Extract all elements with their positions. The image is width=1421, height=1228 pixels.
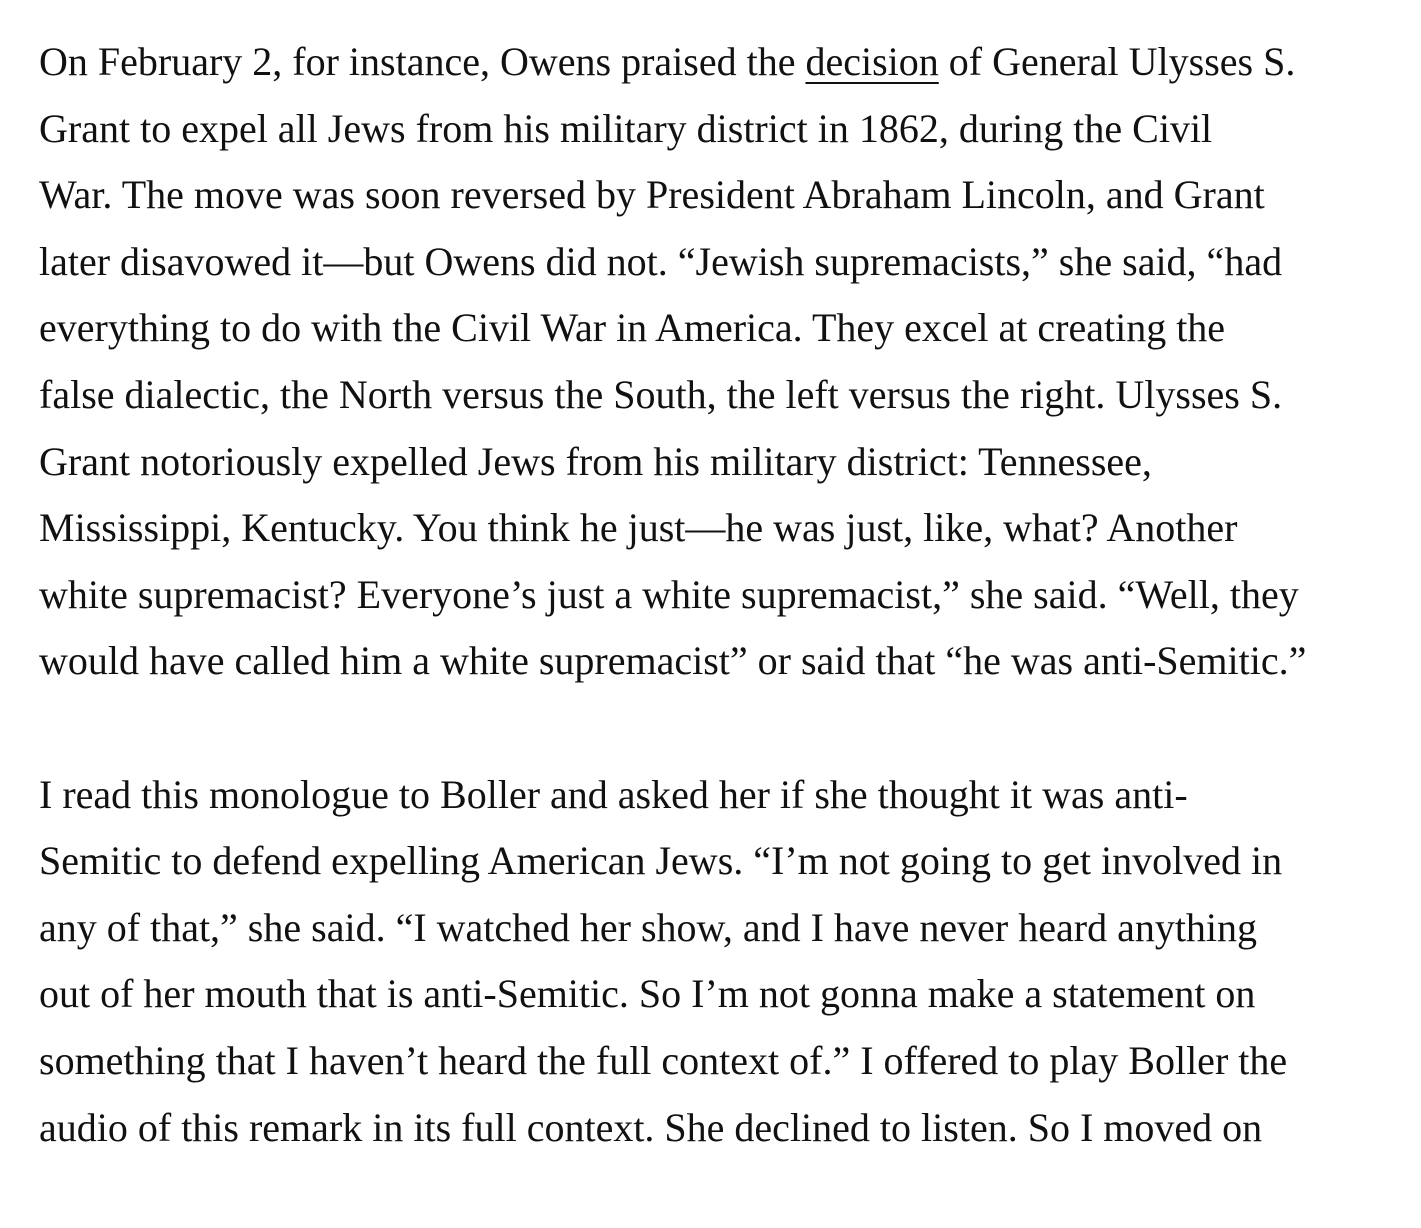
decision-link[interactable]: decision [805, 39, 939, 84]
paragraph-1-line-2: Grant to expel all Jews from his military district in 1862, during the Civil [39, 105, 1213, 151]
article-body [39, 29, 1399, 1228]
paragraph-1-line-10: would have called him a white supremacist” or said that “he was anti-Semitic.” [39, 638, 1307, 684]
paragraph-2-line-5: something that I haven’t heard the full context of.” I offered to play Boller the [39, 1037, 1288, 1083]
paragraph-1-line-9: white supremacist? Everyone’s just a white supremacist,” she said. “Well, they [39, 571, 1299, 617]
paragraph-1-line-7: Grant notoriously expelled Jews from his military district: Tennessee, [39, 438, 1152, 484]
paragraph-2-line-3: any of that,” she said. “I watched her show, and I have never heard anything [39, 904, 1258, 950]
paragraph-1-line-4: later disavowed it—but Owens did not. “Jewish supremacists,” she said, “had [39, 238, 1283, 284]
paragraph-2-line-6: audio of this remark in its full context. She declined to listen. So I moved on [39, 1104, 1263, 1150]
paragraph-1-line-8: Mississippi, Kentucky. You think he just—he was just, like, what? Another [39, 505, 1238, 551]
paragraph-2-line-4: out of her mouth that is anti-Semitic. So I’m not gonna make a statement on [39, 971, 1256, 1017]
line-1-after-link: of General Ulysses S. [938, 39, 1296, 84]
line-1-before-link: On February 2, for instance, Owens praised the [39, 39, 806, 84]
paragraph-1-line-1 [39, 29, 1399, 96]
paragraph-2-line-1: I read this monologue to Boller and asked her if she thought it was anti- [39, 771, 1188, 817]
paragraph-1 [39, 29, 1399, 695]
paragraph-2 [39, 762, 1399, 1162]
paragraph-1-line-5: everything to do with the Civil War in America. They excel at creating the [39, 305, 1226, 351]
paragraph-2-line-2: Semitic to defend expelling American Jews. “I’m not going to get involved in [39, 838, 1283, 884]
paragraph-1-line-6: false dialectic, the North versus the South, the left versus the right. Ulysses S. [39, 371, 1283, 417]
paragraph-1-line-3: War. The move was soon reversed by President Abraham Lincoln, and Grant [39, 172, 1265, 218]
